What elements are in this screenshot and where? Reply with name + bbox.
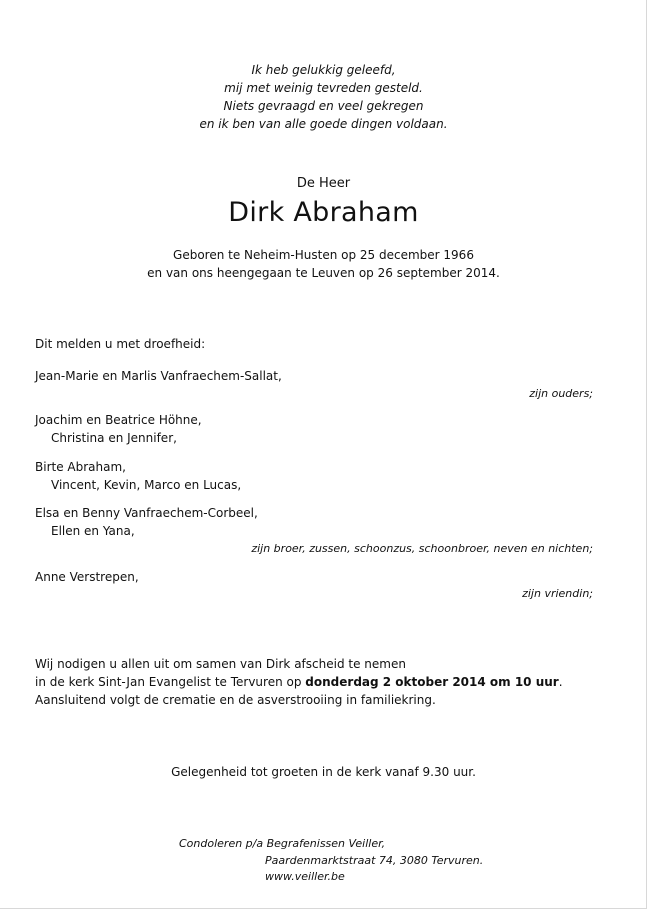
parents-line: Jean-Marie en Marlis Vanfraechem-Sallat, <box>35 369 282 383</box>
family3-line2: Ellen en Yana, <box>51 524 135 538</box>
condolences-line-1: Condoleren p/a Begrafenissen Veiller, <box>179 837 386 850</box>
invitation-line-1: Wij nodigen u allen uit om samen van Dirk afscheid te nemen <box>35 657 406 671</box>
death-line: en van ons heengegaan te Leuven op 26 september 2014. <box>147 266 500 280</box>
friend-role: zijn vriendin; <box>522 587 593 600</box>
family2-line2: Vincent, Kevin, Marco en Lucas, <box>51 478 242 492</box>
invitation-line-3: Aansluitend volgt de crematie en de asverstrooiing in familiekring. <box>35 693 436 707</box>
poem-line-4: en ik ben van alle goede dingen voldaan. <box>199 117 448 131</box>
friend-line: Anne Verstrepen, <box>35 570 139 584</box>
siblings-role: zijn broer, zussen, schoonzus, schoonbroer, neven en nichten; <box>251 542 593 555</box>
poem-line-2: mij met weinig tevreden gesteld. <box>224 81 423 95</box>
invitation-line-2-prefix: in de kerk Sint-Jan Evangelist te Tervuren op <box>35 675 306 689</box>
poem-line-3: Niets gevraagd en veel gekregen <box>223 99 424 113</box>
condolences-website: www.veiller.be <box>265 870 345 883</box>
family3-line1: Elsa en Benny Vanfraechem-Corbeel, <box>35 506 258 520</box>
condolences-address: Paardenmarktstraat 74, 3080 Tervuren. <box>265 854 484 867</box>
greeting-line: Gelegenheid tot groeten in de kerk vanaf 9.30 uur. <box>171 765 476 779</box>
ceremony-date: donderdag 2 oktober 2014 om 10 uur <box>305 675 559 689</box>
family1-line2: Christina en Jennifer, <box>51 431 177 445</box>
announcement-intro: Dit melden u met droefheid: <box>35 337 206 351</box>
salutation: De Heer <box>296 176 351 191</box>
poem-line-1: Ik heb gelukkig geleefd, <box>251 63 396 77</box>
birth-line: Geboren te Neheim-Husten op 25 december 1966 <box>173 248 474 262</box>
invitation-line-2 <box>35 675 563 690</box>
deceased-name: Dirk Abraham <box>228 197 419 228</box>
parents-role: zijn ouders; <box>529 387 593 400</box>
family1-line1: Joachim en Beatrice Höhne, <box>35 413 202 427</box>
invitation-line-2-suffix: . <box>558 675 563 689</box>
family2-line1: Birte Abraham, <box>35 460 126 474</box>
